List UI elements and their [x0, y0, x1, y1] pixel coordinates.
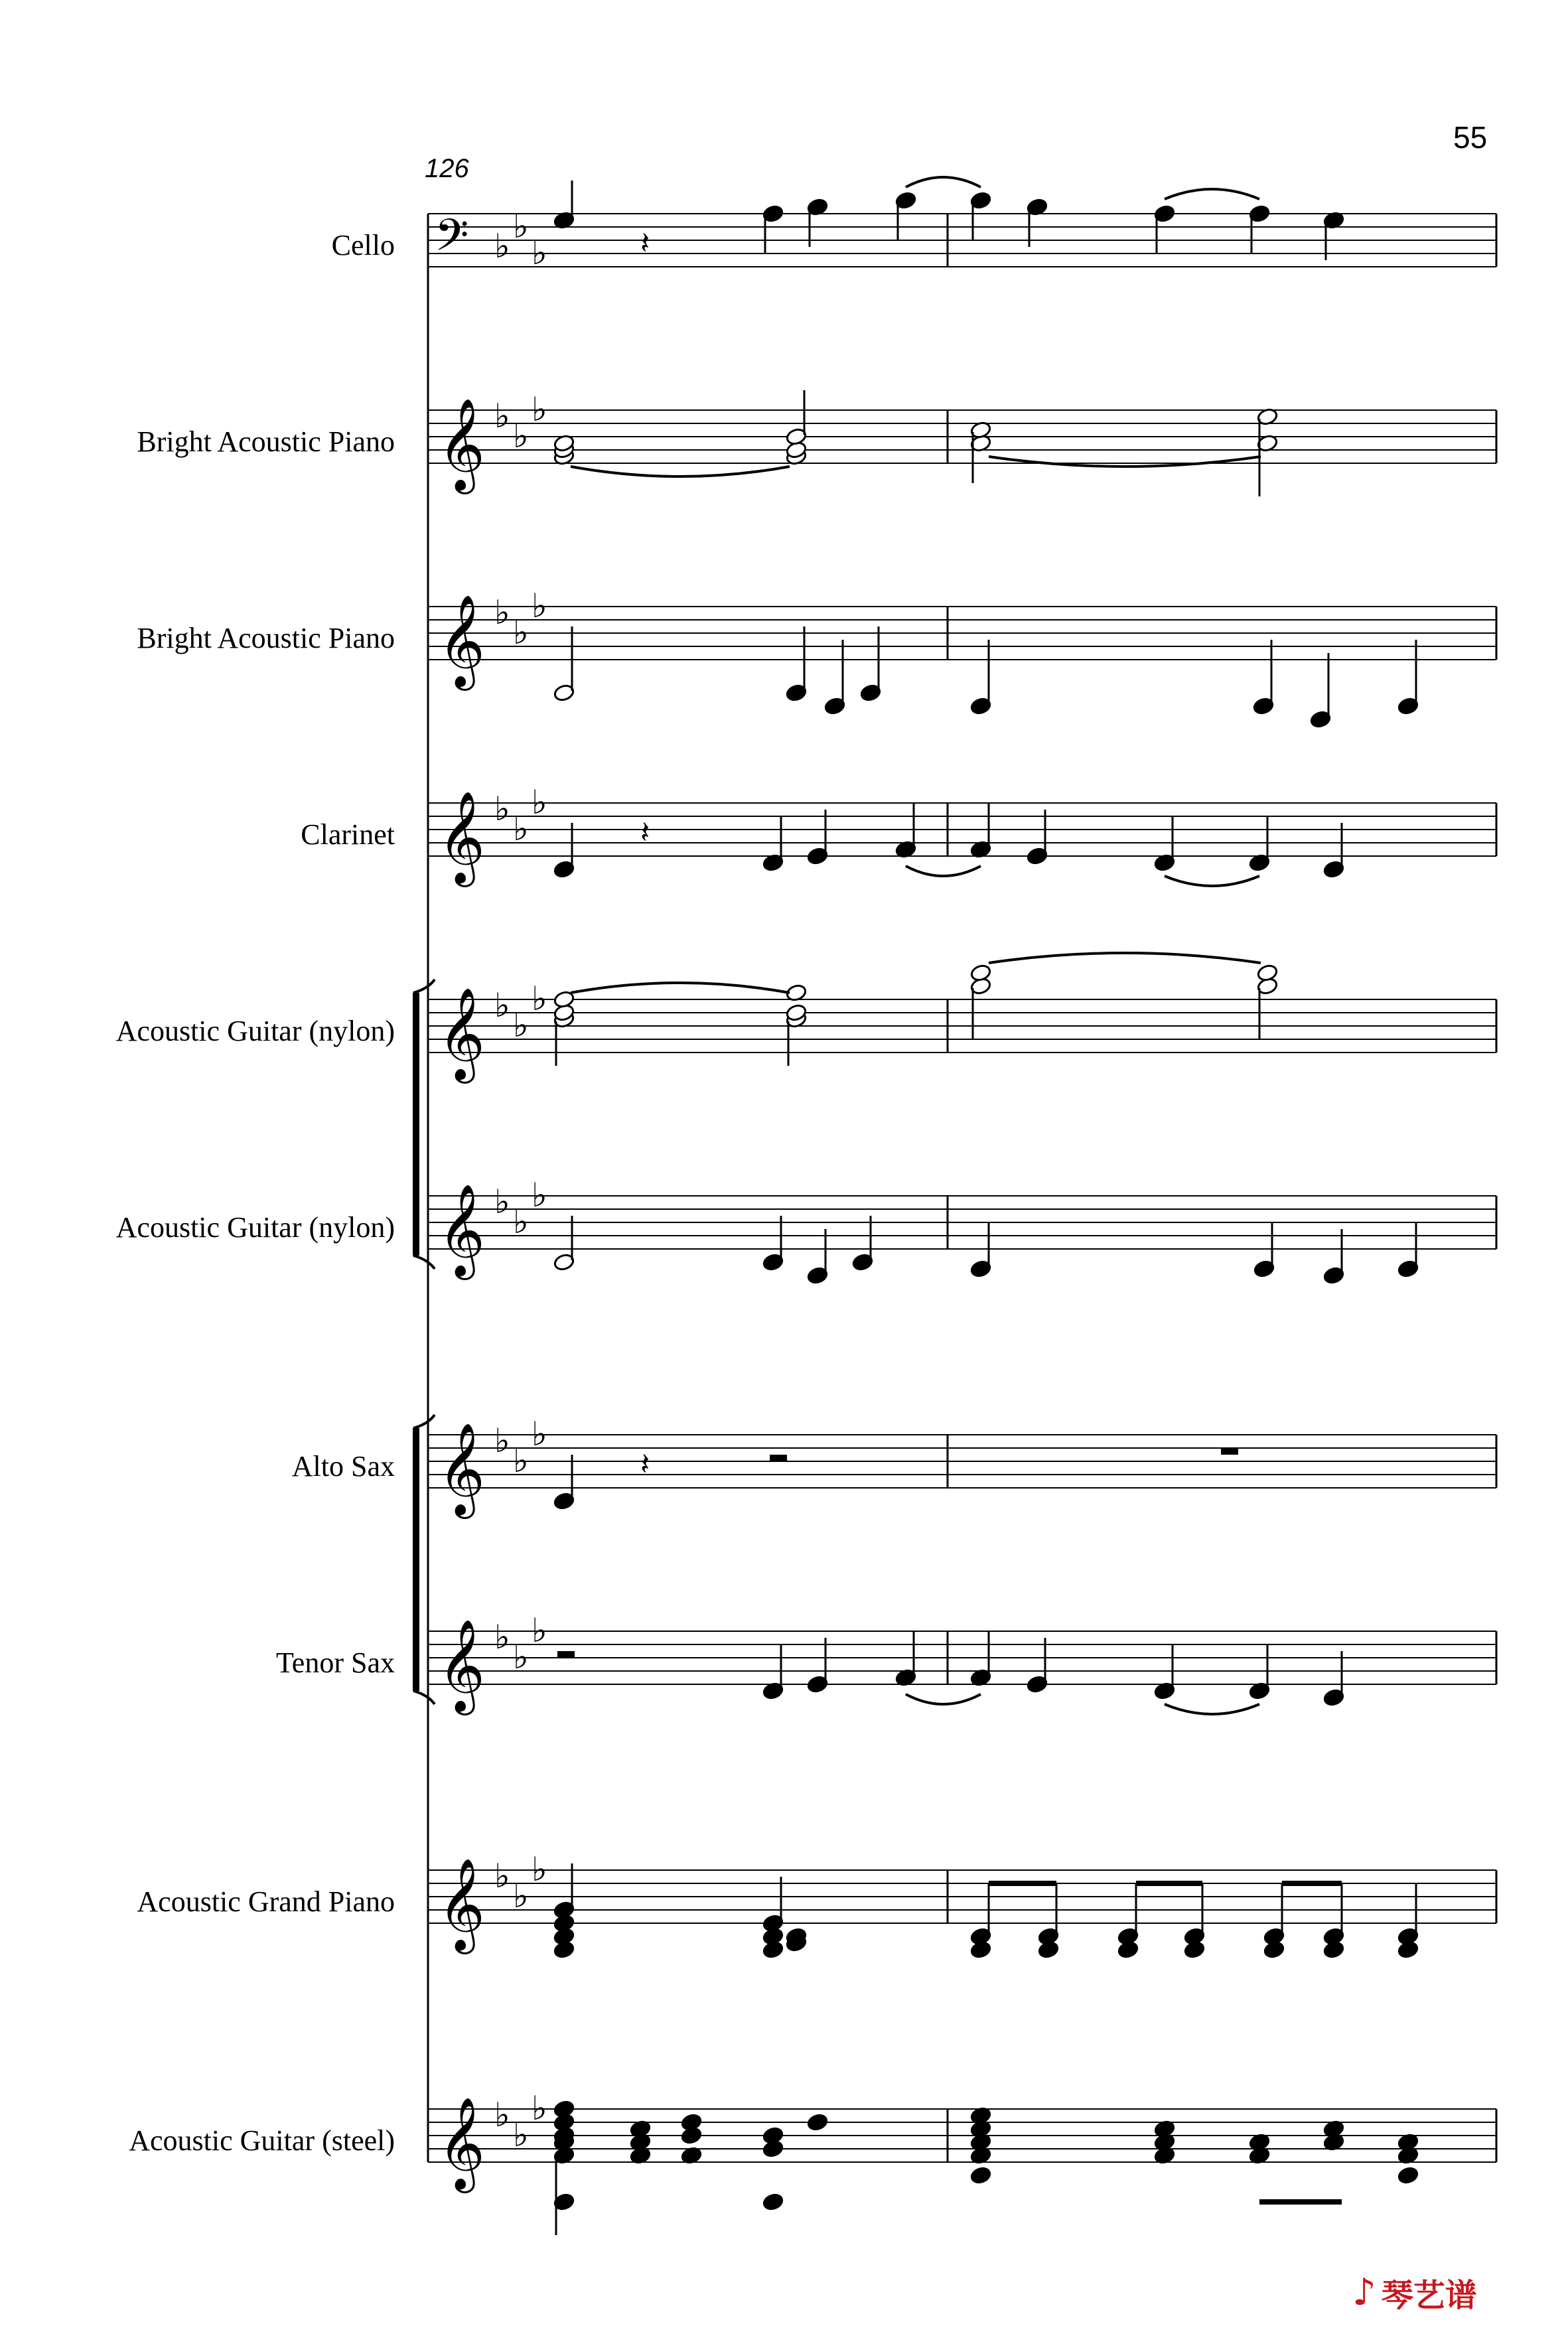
quarter-rest-icon: 𝄽	[640, 814, 650, 850]
treble-clef-icon: 𝄞	[438, 1619, 485, 1711]
tie	[906, 177, 981, 187]
flat-icon: ♭	[494, 1183, 510, 1221]
flat-icon: ♭	[494, 2096, 510, 2134]
treble-clef-icon: 𝄞	[438, 595, 485, 687]
tie	[989, 457, 1261, 467]
flat-icon: ♭	[532, 2089, 547, 2128]
quarter-rest-icon: 𝄽	[640, 225, 650, 261]
watermark-logo-icon: ♪	[1352, 2271, 1376, 2314]
flat-icon: ♭	[532, 980, 547, 1018]
flat-icon: ♭	[513, 1441, 529, 1480]
note	[1256, 964, 1278, 982]
flat-icon: ♭	[494, 227, 510, 265]
instrument-label-clarinet: Clarinet	[301, 818, 395, 851]
bracket-hook	[413, 1691, 435, 1704]
instrument-label-bright-piano-1: Bright Acoustic Piano	[137, 425, 395, 458]
flat-icon: ♭	[494, 593, 510, 632]
quarter-rest-icon: 𝄽	[640, 1446, 650, 1482]
instrument-label-cello: Cello	[331, 229, 395, 261]
page-number: 55	[1453, 120, 1488, 155]
flat-icon: ♭	[494, 1857, 510, 1895]
note	[969, 964, 991, 982]
instrument-label-guitar-steel: Acoustic Guitar (steel)	[129, 2124, 395, 2157]
measure-number: 126	[425, 154, 469, 183]
bracket-hook	[413, 1415, 435, 1428]
note	[806, 2113, 828, 2132]
tie	[1165, 189, 1259, 199]
instrument-label-bright-piano-2: Bright Acoustic Piano	[137, 622, 395, 654]
flat-icon: ♭	[513, 207, 529, 246]
treble-clef-icon: 𝄞	[438, 1423, 485, 1515]
flat-icon: ♭	[532, 1415, 547, 1453]
half-rest-icon	[557, 1651, 575, 1658]
flat-icon: ♭	[532, 587, 547, 625]
tie	[906, 866, 981, 876]
half-rest-icon	[770, 1455, 787, 1461]
tie	[571, 467, 790, 476]
treble-clef-icon: 𝄞	[438, 987, 485, 1080]
flat-icon: ♭	[494, 790, 510, 828]
flat-icon: ♭	[513, 613, 529, 652]
note	[969, 2166, 991, 2185]
watermark	[1352, 2270, 1477, 2315]
flat-icon: ♭	[532, 783, 547, 822]
instrument-label-grand-piano: Acoustic Grand Piano	[137, 1885, 395, 1918]
bass-clef-icon: 𝄢	[435, 210, 469, 271]
bracket-hook	[413, 1256, 435, 1269]
flat-icon: ♭	[513, 1638, 529, 1676]
note	[762, 2193, 784, 2211]
flat-icon: ♭	[513, 2116, 529, 2154]
flat-icon: ♭	[494, 1618, 510, 1656]
flat-icon: ♭	[532, 234, 547, 272]
flat-icon: ♭	[513, 810, 529, 848]
note	[680, 2113, 702, 2132]
note	[553, 1940, 575, 1959]
flat-icon: ♭	[513, 417, 529, 455]
flat-icon: ♭	[532, 1176, 547, 1214]
treble-clef-icon: 𝄞	[438, 2097, 485, 2189]
flat-icon: ♭	[513, 1006, 529, 1045]
instrument-label-tenor-sax: Tenor Sax	[276, 1646, 395, 1679]
flat-icon: ♭	[494, 986, 510, 1025]
bracket-hook	[413, 980, 435, 993]
tie	[989, 953, 1261, 963]
whole-rest-icon	[1221, 1448, 1238, 1455]
instrument-label-guitar-nylon-2: Acoustic Guitar (nylon)	[115, 1211, 395, 1244]
tie	[571, 983, 790, 993]
flat-icon: ♭	[513, 1202, 529, 1241]
tie	[1165, 1704, 1259, 1714]
note	[762, 2126, 784, 2145]
note	[1397, 2166, 1419, 2185]
tie	[1165, 876, 1259, 886]
flat-icon: ♭	[494, 397, 510, 435]
flat-icon: ♭	[494, 1421, 510, 1460]
watermark-text: 琴艺谱	[1381, 2277, 1477, 2314]
flat-icon: ♭	[532, 390, 547, 429]
flat-icon: ♭	[532, 1850, 547, 1889]
note	[553, 2100, 575, 2118]
treble-clef-icon: 𝄞	[438, 398, 485, 490]
flat-icon: ♭	[513, 1877, 529, 1915]
treble-clef-icon: 𝄞	[438, 791, 485, 883]
tie	[906, 1694, 981, 1704]
instrument-label-alto-sax: Alto Sax	[291, 1450, 395, 1483]
instrument-label-guitar-nylon-1: Acoustic Guitar (nylon)	[115, 1015, 395, 1047]
treble-clef-icon: 𝄞	[438, 1184, 485, 1276]
note	[762, 1940, 784, 1959]
treble-clef-icon: 𝄞	[438, 1858, 485, 1950]
flat-icon: ♭	[532, 1611, 547, 1650]
